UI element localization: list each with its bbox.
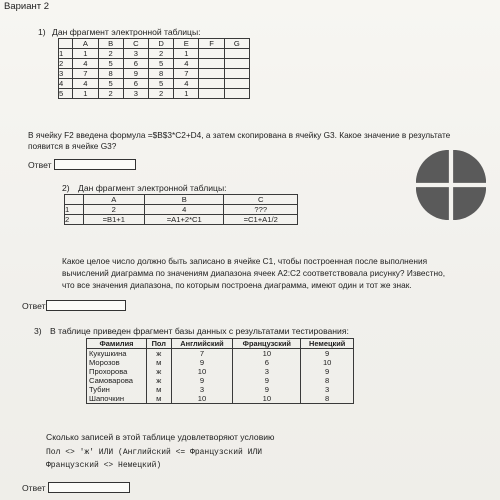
pie-slice xyxy=(453,150,486,183)
q3-cell: Шапочкин xyxy=(87,394,147,404)
q1-cell: 8 xyxy=(98,69,123,79)
q2-cell: ??? xyxy=(224,205,298,215)
q1-cell: 6 xyxy=(123,79,148,89)
q1-cell xyxy=(199,59,224,69)
q3-cell: ж xyxy=(146,349,171,359)
table-row xyxy=(59,59,250,69)
q1-col-header: E xyxy=(174,39,199,49)
q2-text-line3: что все значения диапазона, по которым построена диаграмма, имеют один и тот же знак. xyxy=(62,280,412,290)
q1-cell: 4 xyxy=(73,79,98,89)
pie-slice xyxy=(416,187,449,220)
q3-cell: Прохорова xyxy=(87,367,147,376)
q2-text-line2: вычислений диаграмма по значениям диапазона ячеек A2:C2 соответствовала рисунку? Известно, xyxy=(62,268,446,278)
q2-cell: =C1+A1/2 xyxy=(224,215,298,225)
q1-cell xyxy=(199,49,224,59)
table-row xyxy=(87,367,354,376)
q1-cell: 1 xyxy=(174,49,199,59)
q2-col-header: C xyxy=(224,195,298,205)
q3-cell: 9 xyxy=(233,385,301,394)
q1-col-header: D xyxy=(148,39,173,49)
q3-cell: Кукушкина xyxy=(87,349,147,359)
q1-cell: 1 xyxy=(174,89,199,99)
q1-cell xyxy=(224,49,249,59)
q1-cell: 5 xyxy=(148,59,173,69)
table-row xyxy=(87,358,354,367)
q1-col-header xyxy=(59,39,73,49)
q3-cell: 3 xyxy=(301,385,354,394)
q3-condition-line2: Французский <> Немецкий) xyxy=(46,461,162,470)
q3-cell: 3 xyxy=(171,385,233,394)
q3-cell: ж xyxy=(146,367,171,376)
table-row xyxy=(87,394,354,404)
pie-slice xyxy=(453,187,486,220)
q3-cell: 8 xyxy=(301,394,354,404)
table-row xyxy=(65,205,298,215)
q1-col-header: C xyxy=(123,39,148,49)
q1-cell: 1 xyxy=(73,49,98,59)
q1-cell xyxy=(224,79,249,89)
q1-cell: 7 xyxy=(174,69,199,79)
q1-cell: 4 xyxy=(73,59,98,69)
q2-col-header: A xyxy=(83,195,145,205)
q1-cell: 3 xyxy=(123,49,148,59)
q2-spreadsheet-table xyxy=(64,194,298,225)
q1-cell: 1 xyxy=(73,89,98,99)
q3-cell: Морозов xyxy=(87,358,147,367)
q1-cell: 4 xyxy=(174,59,199,69)
q1-cell: 9 xyxy=(123,69,148,79)
q1-cell xyxy=(199,69,224,79)
q1-cell: 2 xyxy=(98,49,123,59)
q1-cell xyxy=(199,79,224,89)
q1-text-line2: появится в ячейке G3? xyxy=(28,141,117,151)
q1-answer-field[interactable] xyxy=(54,159,136,170)
q1-cell: 4 xyxy=(174,79,199,89)
q2-answer-field[interactable] xyxy=(46,300,126,311)
q2-title: Дан фрагмент электронной таблицы: xyxy=(78,183,227,193)
q1-cell: 7 xyxy=(73,69,98,79)
q1-cell: 2 xyxy=(98,89,123,99)
q1-cell: 2 xyxy=(148,89,173,99)
q1-cell: 5 xyxy=(148,79,173,89)
q1-cell xyxy=(224,69,249,79)
q1-cell: 8 xyxy=(148,69,173,79)
q3-col-header: Французский xyxy=(233,339,301,349)
q2-cell: 2 xyxy=(83,205,145,215)
q3-cell: 10 xyxy=(233,349,301,359)
q2-answer-label: Ответ xyxy=(22,301,46,311)
q3-cell: ж xyxy=(146,376,171,385)
variant-title: Вариант 2 xyxy=(4,1,50,12)
q3-database-table xyxy=(86,338,354,404)
q1-title: Дан фрагмент электронной таблицы: xyxy=(52,27,201,37)
q1-cell xyxy=(224,59,249,69)
q2-col-header: B xyxy=(145,195,224,205)
q2-col-header xyxy=(65,195,84,205)
table-row xyxy=(59,89,250,99)
q2-cell: 4 xyxy=(145,205,224,215)
table-row xyxy=(59,49,250,59)
q1-cell: 5 xyxy=(98,59,123,69)
q1-text-line1: В ячейку F2 введена формула =$B$3*C2+D4, а затем скопирована в ячейку G3. Какое значение в результате xyxy=(28,130,451,140)
table-row xyxy=(59,69,250,79)
q3-condition-line1: Пол <> 'ж' ИЛИ (Английский <= Французский ИЛИ xyxy=(46,448,263,457)
q1-spreadsheet-table xyxy=(58,38,250,99)
table-row xyxy=(87,349,354,359)
q2-pie-chart xyxy=(416,150,486,220)
q1-cell: 6 xyxy=(123,59,148,69)
q1-col-header: B xyxy=(98,39,123,49)
q2-number: 2) xyxy=(62,183,70,193)
q3-col-header: Фамилия xyxy=(87,339,147,349)
q3-cell: 8 xyxy=(301,376,354,385)
q1-cell: 3 xyxy=(123,89,148,99)
q1-col-header: F xyxy=(199,39,224,49)
q2-cell: =A1+2*C1 xyxy=(145,215,224,225)
q1-row-header: 3 xyxy=(59,69,73,79)
q1-cell xyxy=(199,89,224,99)
q3-cell: 3 xyxy=(233,367,301,376)
q1-cell: 5 xyxy=(98,79,123,89)
q3-cell: 10 xyxy=(171,367,233,376)
q2-text-line1: Какое целое число должно быть записано в ячейке C1, чтобы построенная после выполнения xyxy=(62,256,428,266)
q3-title: В таблице приведен фрагмент базы данных с результатами тестирования: xyxy=(50,326,349,336)
q3-cell: м xyxy=(146,394,171,404)
q1-number: 1) xyxy=(38,27,46,37)
q3-answer-field[interactable] xyxy=(48,482,130,493)
q3-answer-label: Ответ xyxy=(22,483,46,493)
q1-cell xyxy=(224,89,249,99)
q3-cell: 9 xyxy=(171,376,233,385)
q3-cell: 7 xyxy=(171,349,233,359)
q2-row-header: 1 xyxy=(65,205,84,215)
q3-cell: Самоварова xyxy=(87,376,147,385)
table-row xyxy=(87,376,354,385)
q1-col-header: G xyxy=(224,39,249,49)
q1-answer-label: Ответ xyxy=(28,160,52,170)
q1-row-header: 1 xyxy=(59,49,73,59)
q1-row-header: 4 xyxy=(59,79,73,89)
table-row xyxy=(65,215,298,225)
q3-cell: Тубин xyxy=(87,385,147,394)
q3-cell: 9 xyxy=(301,367,354,376)
q1-cell: 2 xyxy=(148,49,173,59)
q3-cell: 9 xyxy=(171,358,233,367)
q1-col-header: A xyxy=(73,39,98,49)
q3-cell: 10 xyxy=(171,394,233,404)
table-row xyxy=(87,385,354,394)
q3-cell: 9 xyxy=(233,376,301,385)
q3-cell: м xyxy=(146,358,171,367)
q1-row-header: 5 xyxy=(59,89,73,99)
q1-row-header: 2 xyxy=(59,59,73,69)
q3-cell: 10 xyxy=(301,358,354,367)
q3-number: 3) xyxy=(34,326,42,336)
q3-cell: 6 xyxy=(233,358,301,367)
q3-cell: м xyxy=(146,385,171,394)
q3-cell: 10 xyxy=(233,394,301,404)
q3-cell: 9 xyxy=(301,349,354,359)
q3-col-header: Немецкий xyxy=(301,339,354,349)
q3-question: Сколько записей в этой таблице удовлетворяют условию xyxy=(46,432,275,442)
q2-cell: =B1+1 xyxy=(83,215,145,225)
pie-slice xyxy=(416,150,449,183)
q3-col-header: Пол xyxy=(146,339,171,349)
q3-col-header: Английский xyxy=(171,339,233,349)
q2-row-header: 2 xyxy=(65,215,84,225)
table-row xyxy=(59,79,250,89)
